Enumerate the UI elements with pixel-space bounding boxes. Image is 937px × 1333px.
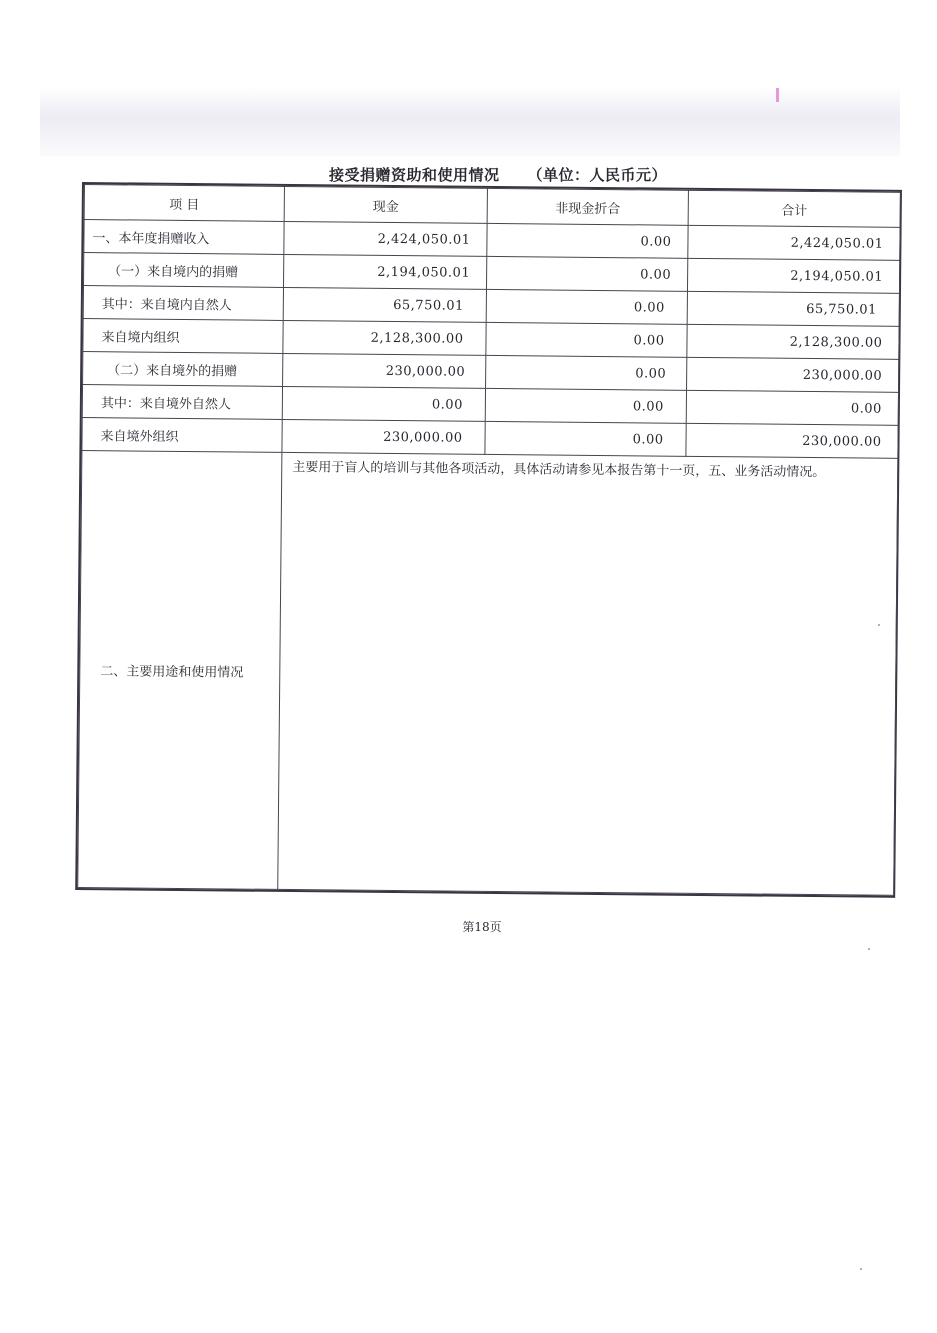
row-noncash: 0.00: [485, 388, 686, 423]
title-text: 接受捐赠资助和使用情况: [328, 166, 500, 184]
scan-band: [40, 86, 900, 156]
scan-speck: [868, 948, 870, 950]
row-cash: 0.00: [282, 386, 485, 421]
page-number: 第18页: [462, 920, 502, 934]
scan-speck: [878, 624, 880, 626]
row-label: 来自境内组织: [83, 319, 283, 354]
scan-mark: [776, 88, 779, 102]
row-cash: 230,000.00: [282, 419, 485, 454]
scan-speck: [860, 1268, 862, 1270]
row-label: （一）来自境内的捐赠: [84, 253, 284, 288]
usage-description: 主要用于盲人的培训与其他各项活动，具体活动请参见本报告第十一页，五、业务活动情况。: [278, 452, 898, 895]
header-item: 项 目: [84, 185, 284, 222]
row-label: 其中：来自境内自然人: [83, 286, 283, 321]
row-label: 一、本年度捐赠收入: [84, 220, 284, 255]
row-cash: 230,000.00: [283, 353, 486, 388]
row-noncash: 0.00: [486, 355, 687, 390]
row-cash: 2,128,300.00: [283, 320, 486, 355]
usage-row: [78, 451, 898, 896]
row-label: 其中：来自境外自然人: [82, 385, 282, 420]
donation-table: [75, 182, 902, 898]
row-cash: 2,424,050.01: [284, 221, 487, 256]
usage-label: 二、主要用途和使用情况: [78, 451, 282, 890]
row-cash: 65,750.01: [283, 287, 486, 322]
row-cash: 2,194,050.01: [283, 254, 486, 289]
row-total: 2,424,050.01: [688, 225, 900, 260]
row-noncash: 0.00: [486, 256, 687, 291]
row-noncash: 0.00: [485, 421, 686, 456]
row-total: 2,128,300.00: [687, 324, 899, 359]
row-noncash: 0.00: [486, 289, 687, 324]
row-total: 0.00: [686, 390, 898, 425]
title-unit: （单位：人民币元）: [527, 166, 668, 184]
header-total: 合计: [688, 190, 900, 227]
row-label: 来自境外组织: [82, 418, 282, 453]
row-total: 230,000.00: [686, 423, 898, 458]
header-noncash: 非现金折合: [487, 188, 688, 225]
row-total: 65,750.01: [687, 291, 899, 326]
header-cash: 现金: [284, 186, 487, 223]
row-noncash: 0.00: [487, 223, 688, 258]
row-total: 230,000.00: [687, 357, 899, 392]
row-label: （二）来自境外的捐赠: [83, 352, 283, 387]
row-noncash: 0.00: [486, 322, 687, 357]
row-total: 2,194,050.01: [687, 258, 899, 293]
